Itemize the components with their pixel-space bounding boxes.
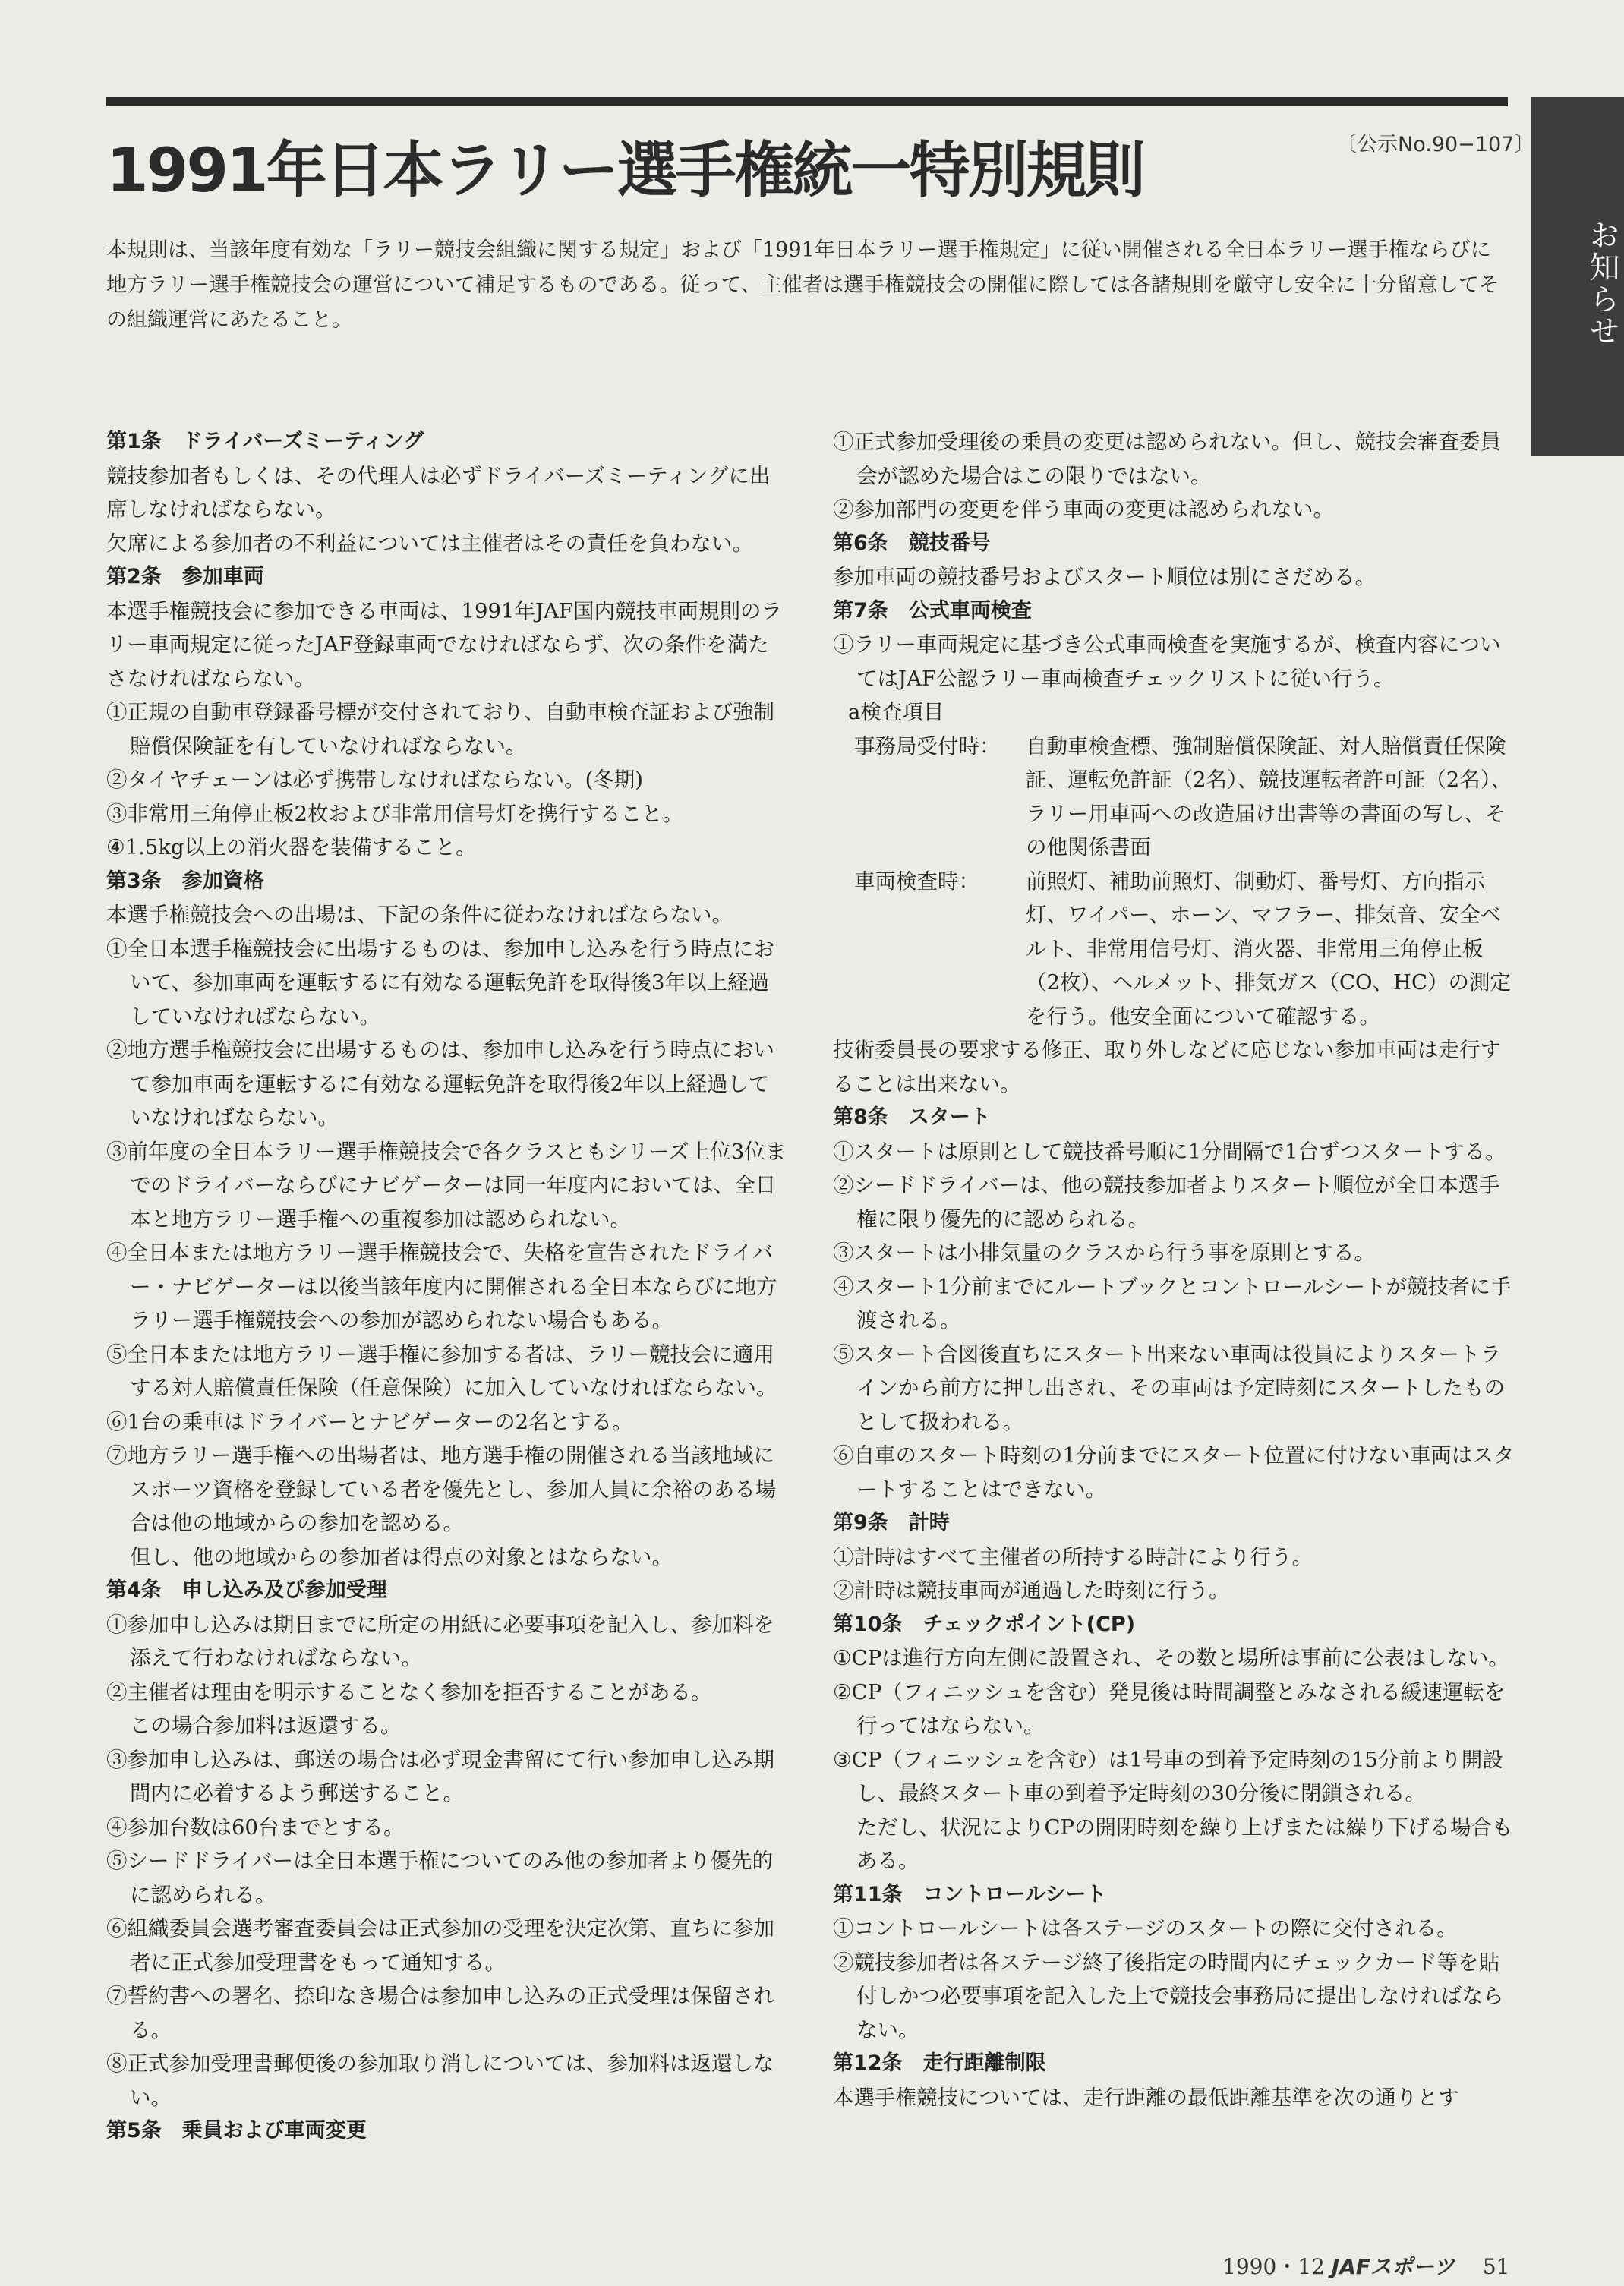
body-text: 競技参加者もしくは、その代理人は必ずドライバーズミーティングに出席しなければならない。 [106,463,771,522]
article-heading: 第12条 走行距離制限 [833,2051,1046,2075]
item-continuation: この場合参加料は返還する。 [130,1714,402,1738]
numbered-item: ②地方選手権競技会に出場するものは、参加申し込みを行う時点において参加車両を運転するに有効なる運転免許を取得後2年以上経過していなければならない。 [106,1038,774,1130]
page-number: 51 [1482,2254,1510,2279]
numbered-item: ④参加台数は60台までとする。 [106,1815,405,1840]
inspection-items: 自動車検査標、強制賠償保険証、対人賠償責任保険証、運転免許証（2名）、競技運転者許可証（2名）、ラリー用車両への改造届け出書等の書面の写し、その他関係書面 [1026,733,1512,859]
numbered-item: ③CP（フィニッシュを含む）は1号車の到着予定時刻の15分前より開設し、最終スタート車の到着予定時刻の30分後に閉鎖される。 [833,1747,1503,1805]
numbered-item: ②参加部門の変更を伴う車両の変更は認められない。 [833,497,1334,522]
article-heading: 第11条 コントロールシート [833,1882,1107,1906]
numbered-item: ②主催者は理由を明示することなく参加を拒否することがある。 [106,1679,712,1704]
left-column [106,425,790,2149]
intro-paragraph: 本規則は、当該年度有効な「ラリー競技会組織に関する規定」および「1991年日本ラリー選手権規定」に従い開催される全日本ラリー選手権ならびに地方ラリー選手権競技会の運営について補足するものである。従って、主催者は選手権競技会の開催に際しては各諸規則を厳守し安全に十分留意してその組織運営にあたること。 [106,238,1499,332]
numbered-item: ②シードドライバーは、他の競技参加者よりスタート順位が全日本選手権に限り優先的に認められる。 [833,1173,1500,1231]
numbered-item: ①正規の自動車登録番号標が交付されており、自動車検査証および強制賠償保険証を有していなければならない。 [106,700,774,758]
body-text: 参加車両の競技番号およびスタート順位は別にさだめる。 [833,565,1376,589]
article-heading: 第4条 申し込み及び参加受理 [106,1578,387,1602]
item-continuation: ただし、状況によりCPの開閉時刻を繰り上げまたは繰り下げる場合もある。 [856,1815,1513,1873]
numbered-item: ①スタートは原則として競技番号順に1分間隔で1台ずつスタートする。 [833,1139,1506,1164]
page-title: 1991年日本ラリー選手権統一特別規則 [106,135,1143,206]
inspection-label: 車両検査時： [854,869,979,894]
inspection-items: 前照灯、補助前照灯、制動灯、番号灯、方向指示灯、ワイパー、ホーン、マフラー、排気音、安全ベルト、非常用信号灯、消火器、非常用三角停止板（2枚）、ヘルメット、排気ガス（CO、HC）の測定を行う。他安全面について確認する。 [1026,869,1512,1029]
numbered-item: ②CP（フィニッシュを含む）発見後は時間調整とみなされる緩速運転を行ってはならない。 [833,1679,1506,1738]
numbered-item: ③前年度の全日本ラリー選手権競技会で各クラスともシリーズ上位3位までのドライバーならびにナビゲーターは同一年度内においては、全日本と地方ラリー選手権への重複参加は認められない。 [106,1139,787,1231]
article-heading: 第1条 ドライバーズミーティング [106,430,424,453]
right-column [833,425,1516,2114]
body-text: 本選手権競技については、走行距離の最低距離基準を次の通りとす [833,2085,1459,2110]
body-text: 技術委員長の要求する修正、取り外しなどに応じない参加車両は走行することは出来ない。 [833,1038,1501,1096]
numbered-item: ①全日本選手権競技会に出場するものは、参加申し込みを行う時点において、参加車両を運転するに有効なる運転免許を取得後3年以上経過していなければならない。 [106,936,774,1029]
subsection-label: a検査項目 [848,700,944,724]
numbered-item: ③非常用三角停止板2枚および非常用信号灯を携行すること。 [106,801,683,826]
numbered-item: ②計時は競技車両が通過した時刻に行う。 [833,1578,1230,1603]
numbered-item: ③スタートは小排気量のクラスから行う事を原則とする。 [833,1241,1376,1265]
numbered-item: ①CPは進行方向左側に設置され、その数と場所は事前に公表はしない。 [833,1646,1509,1670]
item-continuation: 但し、他の地域からの参加者は得点の対象とはならない。 [130,1544,673,1569]
article-heading: 第7条 公式車両検査 [833,598,1032,623]
numbered-item: ④スタート1分前までにルートブックとコントロールシートが競技者に手渡される。 [833,1274,1512,1332]
numbered-item: ⑦誓約書への署名、捺印なき場合は参加申し込みの正式受理は保留される。 [106,1984,774,2042]
section-tab: お知らせ [1531,97,1624,456]
article-heading: 第2条 参加車両 [106,565,264,588]
numbered-item: ④全日本または地方ラリー選手権競技会で、失格を宣告されたドライバー・ナビゲーターは以後当該年度内に開催される全日本ならびに地方ラリー選手権競技会への参加が認められない場合もある。 [106,1241,777,1332]
numbered-item: ①計時はすべて主催者の所持する時計により行う。 [833,1544,1313,1569]
numbered-item: ⑤全日本または地方ラリー選手権に参加する者は、ラリー競技会に適用する対人賠償責任保険（任意保険）に加入していなければならない。 [106,1342,777,1400]
numbered-item: ①コントロールシートは各ステージのスタートの際に交付される。 [833,1916,1458,1941]
numbered-item: ②競技参加者は各ステージ終了後指定の時間内にチェックカード等を貼付しかつ必要事項を記入した上で競技会事務局に提出しなければならない。 [833,1950,1504,2042]
numbered-item: ①正式参加受理後の乗員の変更は認められない。但し、競技会審査委員会が認めた場合はこの限りではない。 [833,430,1501,488]
issue-date: 1990・12 [1222,2254,1325,2279]
numbered-item: ⑧正式参加受理書郵便後の参加取り消しについては、参加料は返還しない。 [106,2051,774,2110]
article-heading: 第3条 参加資格 [106,869,264,893]
article-heading: 第10条 チェックポイント(CP) [833,1612,1136,1636]
numbered-item: ②タイヤチェーンは必ず携帯しなければならない。(冬期) [106,768,644,792]
numbered-item: ⑦地方ラリー選手権への出場者は、地方選手権の開催される当該地域にスポーツ資格を登録している者を優先とし、参加人員に余裕のある場合は他の地域からの参加を認める。 [106,1443,777,1535]
numbered-item: ①参加申し込みは期日までに所定の用紙に必要事項を記入し、参加料を添えて行わなければならない。 [106,1612,774,1670]
numbered-item: ⑥組織委員会選考審査委員会は正式参加の受理を決定次第、直ちに参加者に正式参加受理書をもって通知する。 [106,1916,774,1975]
body-text: 欠席による参加者の不利益については主催者はその責任を負わない。 [106,531,753,556]
publication-name: JAFスポーツ [1331,2254,1455,2279]
body-text: 本選手権競技会への出場は、下記の条件に従わなければならない。 [106,903,733,927]
inspection-row [833,865,1516,1034]
numbered-item: ①ラリー車両規定に基づき公式車両検査を実施するが、検査内容についてはJAF公認ラリー車両検査チェックリストに従い行う。 [833,632,1501,691]
article-heading: 第5条 乗員および車両変更 [106,2119,367,2143]
article-heading: 第9条 計時 [833,1511,950,1534]
numbered-item: ⑤スタート合図後直ちにスタート出来ない車両は役員によりスタートラインから前方に押し出され、その車両は予定時刻にスタートしたものとして扱われる。 [833,1342,1506,1434]
numbered-item: ⑥1台の乗車はドライバーとナビゲーターの2名とする。 [106,1409,633,1434]
numbered-item: ⑤シードドライバーは全日本選手権についてのみ他の参加者より優先的に認められる。 [106,1849,774,1907]
article-heading: 第6条 競技番号 [833,531,991,555]
notice-number: 〔公示No.90−107〕 [1336,133,1535,156]
article-heading: 第8条 スタート [833,1105,991,1129]
page-footer [1222,2250,1509,2281]
top-rule [106,97,1508,106]
numbered-item: ③参加申し込みは、郵送の場合は必ず現金書留にて行い参加申し込み期間内に必着するよう郵送すること。 [106,1747,774,1805]
body-text: 本選手権競技会に参加できる車両は、1991年JAF国内競技車両規則のラリー車両規定に従ったJAF登録車両でなければならず、次の条件を満たさなければならない。 [106,598,782,691]
inspection-row [833,730,1516,865]
numbered-item: ④1.5kg以上の消火器を装備すること。 [106,835,477,859]
inspection-label: 事務局受付時： [854,733,1001,758]
numbered-item: ⑥自車のスタート時刻の1分前までにスタート位置に付けない車両はスタートすることはできない。 [833,1443,1515,1502]
